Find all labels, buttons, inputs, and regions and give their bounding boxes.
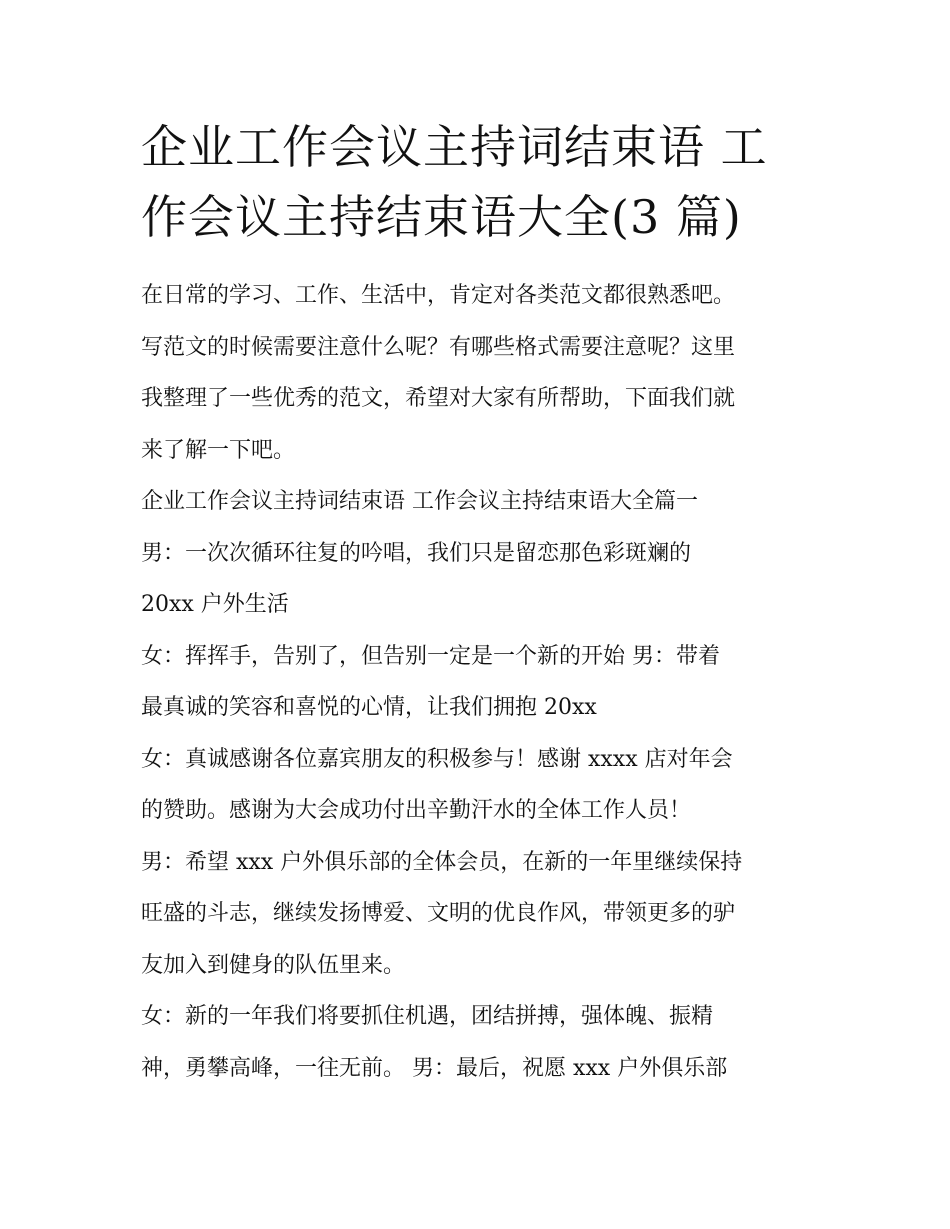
body-line-2: 写范文的时候需要注意什么呢？有哪些格式需要注意呢？这里: [141, 334, 736, 360]
document-content: [141, 112, 821, 1094]
document-title: [141, 112, 821, 252]
body-line-4: 来了解一下吧。: [141, 437, 296, 463]
body-line-12: 男：希望 xxx 户外俱乐部的全体会员，在新的一年里继续保持: [141, 849, 743, 875]
body-line-13: 旺盛的斗志，继续发扬博爱、文明的优良作风，带领更多的驴: [141, 901, 736, 926]
document-body: [141, 270, 821, 1094]
body-line-11: 的赞助。感谢为大会成功付出辛勤汗水的全体工作人员！: [141, 798, 692, 823]
body-line-16: 神，勇攀高峰，一往无前。 男：最后，祝愿 xxx 户外俱乐部: [141, 1055, 728, 1081]
body-line-14: 友加入到健身的队伍里来。: [141, 952, 406, 978]
title-line-1: 企业工作会议主持词结束语 工: [141, 120, 768, 174]
title-line-2: 作会议主持结束语大全(3 篇): [141, 190, 742, 244]
section-heading-line: 企业工作会议主持词结束语 工作会议主持结束语大全篇一: [141, 489, 698, 514]
body-line-10: 女：真诚感谢各位嘉宾朋友的积极参与！感谢 xxxx 店对年会: [141, 746, 733, 772]
body-line-15: 女：新的一年我们将要抓住机遇，团结拼搏，强体魄、振精: [141, 1004, 714, 1029]
body-line-7: 20xx 户外生活: [141, 592, 289, 617]
body-line-9: 最真诚的笑容和喜悦的心情，让我们拥抱 20xx: [141, 695, 597, 720]
body-line-6: 男：一次次循环往复的吟唱，我们只是留恋那色彩斑斓的: [141, 540, 692, 566]
body-line-3: 我整理了一些优秀的范文，希望对大家有所帮助，下面我们就: [141, 386, 736, 411]
body-line-8: 女：挥挥手，告别了，但告别一定是一个新的开始 男：带着: [141, 643, 720, 669]
body-line-1: 在日常的学习、工作、生活中，肯定对各类范文都很熟悉吧。: [141, 283, 736, 308]
